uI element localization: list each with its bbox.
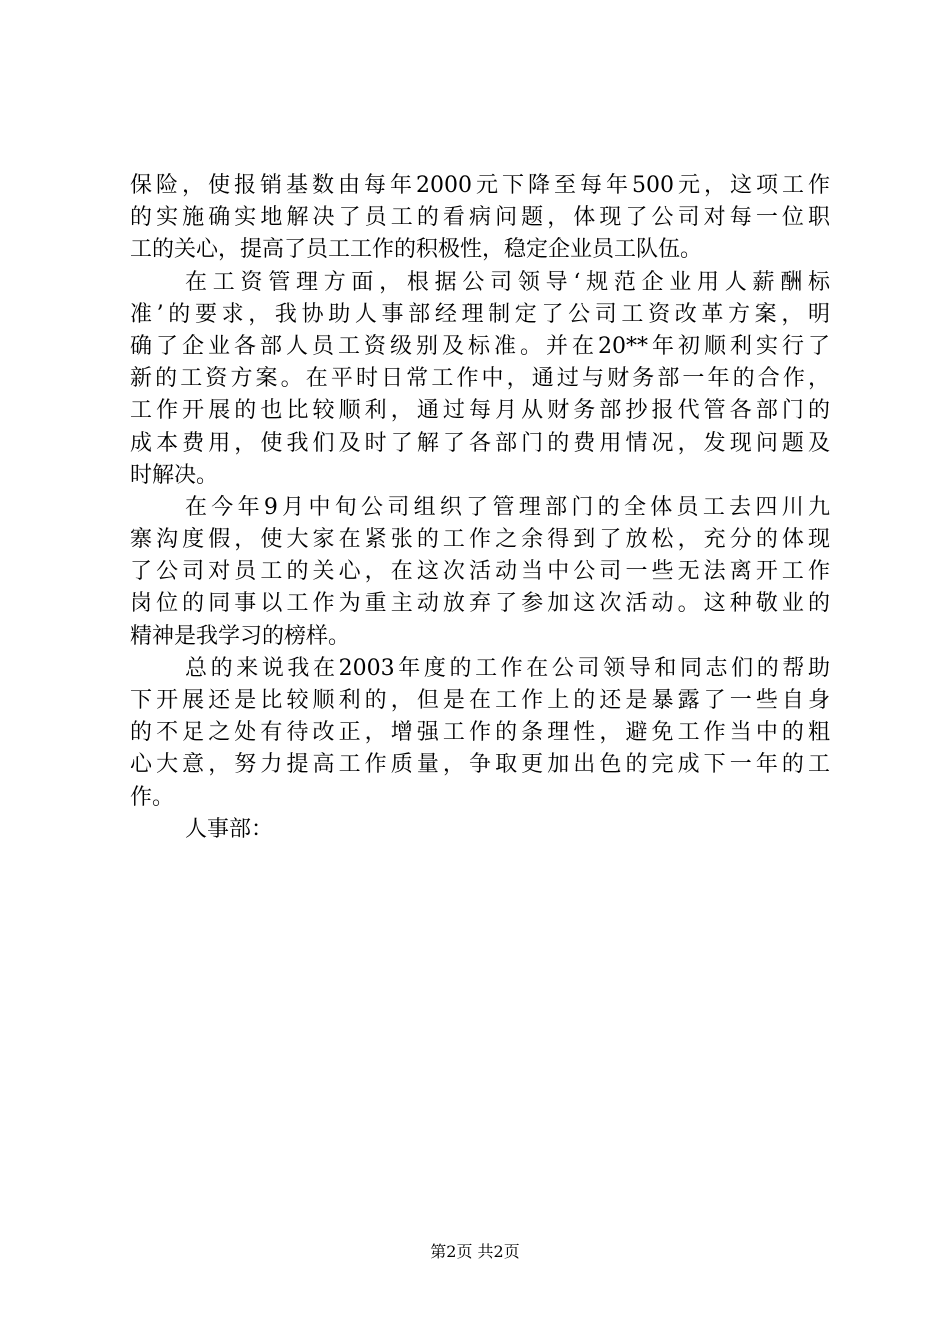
text-line: 下开展还是比较顺利的，但是在工作上的还是暴露了一些自身 [130, 688, 830, 713]
text-line: 精神是我学习的榜样。 [130, 623, 351, 649]
text-line: 在工资管理方面，根据公司领导‘规范企业用人薪酬标 [185, 269, 830, 295]
text-line: 了公司对员工的关心，在这次活动当中公司一些无法离开工作 [130, 559, 830, 585]
text-line: 寨沟度假，使大家在紧张的工作之余得到了放松，充分的体现 [130, 527, 830, 553]
text-line: 的不足之处有待改正，增强工作的条理性，避免工作当中的粗 [130, 720, 830, 746]
text-line: 准’的要求，我协助人事部经理制定了公司工资改革方案，明 [130, 301, 830, 327]
text-line: 工作开展的也比较顺利，通过每月从财务部抄报代管各部门的 [130, 398, 830, 424]
text-line: 岗位的同事以工作为重主动放弃了参加这次活动。这种敬业的 [130, 591, 830, 617]
text-line: 保险，使报销基数由每年2000元下降至每年500元，这项工作 [130, 173, 830, 198]
text-line: 确了企业各部人员工资级别及标准。并在20**年初顺利实行了 [130, 333, 830, 359]
text-line: 心大意，努力提高工作质量，争取更加出色的完成下一年的工 [130, 752, 830, 778]
text-line: 新的工资方案。在平时日常工作中，通过与财务部一年的合作， [130, 366, 830, 392]
signature-line: 人事部： [185, 816, 274, 842]
text-line: 总的来说我在2003年度的工作在公司领导和同志们的帮助 [185, 655, 830, 681]
text-line: 在今年9月中旬公司组织了管理部门的全体员工去四川九 [185, 494, 830, 520]
page-footer: 第2页 共2页 [430, 1242, 520, 1261]
text-line: 的实施确实地解决了员工的看病问题，体现了公司对每一位职 [130, 205, 830, 231]
text-line: 工的关心，提高了员工工作的积极性，稳定企业员工队伍。 [130, 237, 703, 263]
text-line: 成本费用，使我们及时了解了各部门的费用情况，发现问题及 [130, 430, 830, 456]
text-line: 时解决。 [130, 462, 219, 488]
body-text [130, 170, 830, 846]
text-line: 作。 [130, 784, 175, 810]
